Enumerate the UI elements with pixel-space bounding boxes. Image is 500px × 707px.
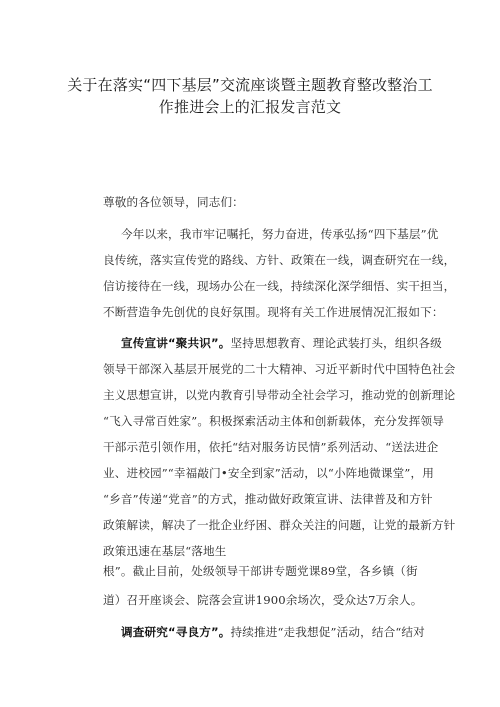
section-1-line-10: 根”。截止目前，处级领导干部讲专题党课89堂，各乡镇（街 bbox=[103, 564, 418, 578]
section-2-first-line-text: 持续推进“走我想促”活动，结合“结对 bbox=[230, 625, 425, 639]
intro-line-2: 良传统，落实宣传党的路线、方针、政策在一线，调查研究在一线， bbox=[103, 253, 456, 267]
intro-line-4: 不断营造争先创优的良好氛围。现将有关工作进展情况汇报如下： bbox=[103, 305, 444, 319]
section-2-heading: 调查研究“寻良方”。 bbox=[121, 625, 231, 639]
intro-line-1: 今年以来，我市牢记嘱托，努力奋进，传承弘扬“四下基层”优 bbox=[121, 227, 439, 241]
section-1-line-9: 政策迅速在基层“落地生 bbox=[103, 544, 227, 558]
section-1-line-7: “乡音”传递“党音”的方式，推动做好政策宣讲、法律普及和方针 bbox=[103, 492, 433, 506]
section-1-line-3: 主义思想宣讲，以党内教育引导带动全社会学习，推动党的创新理论 bbox=[103, 388, 456, 402]
document-title-line-2: 作推进会上的汇报发言范文 bbox=[158, 98, 342, 116]
document-title-line-1: 关于在落实“四下基层”交流座谈暨主题教育整改整治工 bbox=[67, 76, 433, 94]
section-1-heading: 宣传宣讲“聚共识”。 bbox=[121, 336, 231, 350]
section-1-line-4: “飞入寻常百姓家”。积极探索活动主体和创新载体，充分发挥领导 bbox=[103, 414, 444, 428]
section-2-first-line bbox=[121, 624, 425, 640]
intro-line-3: 信访接待在一线，现场办公在一线，持续深化深学细悟、实干担当， bbox=[103, 279, 456, 293]
salutation: 尊敬的各位领导，同志们： bbox=[103, 195, 244, 209]
section-1-line-11: 道）召开座谈会、院落会宣讲1900余场次，受众达7万余人。 bbox=[103, 593, 423, 607]
section-1-line-2: 领导干部深入基层开展党的二十大精神、习近平新时代中国特色社会 bbox=[103, 362, 456, 376]
section-1-line-6: 业、进校园”“幸福敲门•安全到家”活动，以“小阵地微课堂”，用 bbox=[103, 466, 434, 480]
section-1-line-8: 政策解读，解决了一批企业纾困、群众关注的问题，让党的最新方针 bbox=[103, 518, 456, 532]
section-1-line-5: 干部示范引领作用，依托“结对服务访民情”系列活动、“送法进企 bbox=[103, 440, 439, 454]
section-1-first-line-text: 坚持思想教育、理论武装打头，组织各级 bbox=[230, 336, 442, 350]
section-1-first-line bbox=[121, 335, 442, 351]
